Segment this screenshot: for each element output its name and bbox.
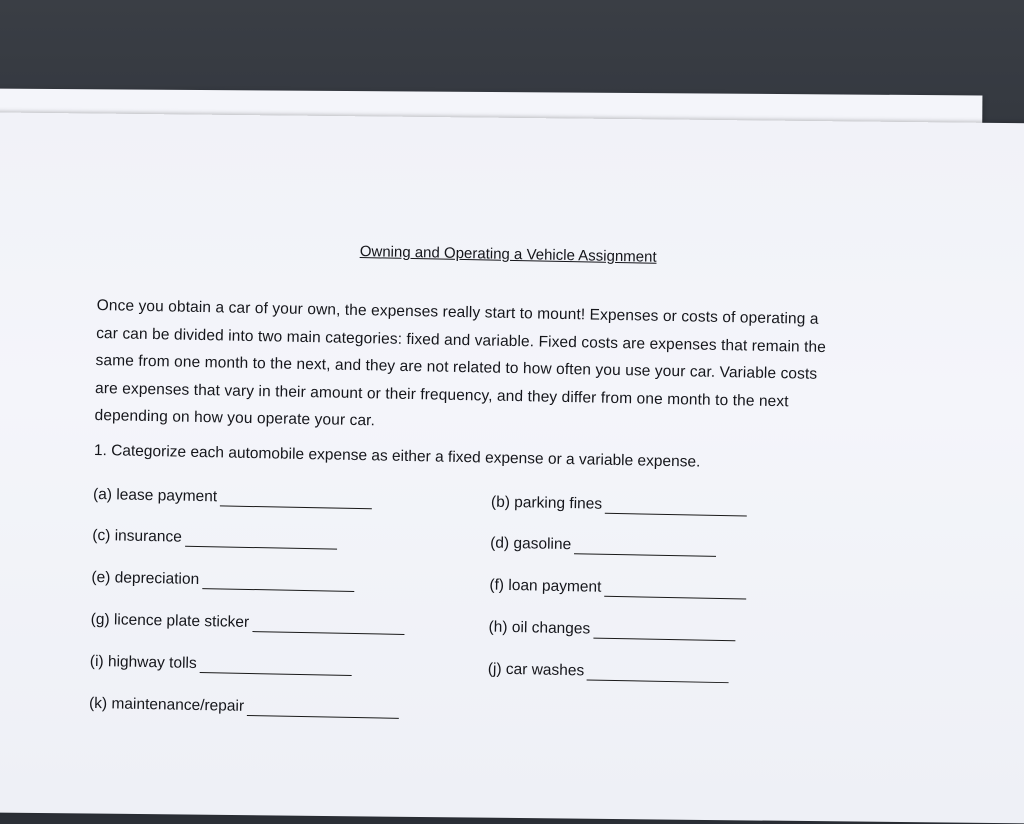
expense-label: (a) lease payment: [92, 485, 218, 506]
expense-label: (b) parking fines: [490, 493, 603, 513]
question-1: 1. Categorize each automobile expense as either a fixed expense or a variable expense.: [93, 441, 701, 471]
intro-line: Once you obtain a car of your own, the expenses really start to mount! Expenses or costs of operating a: [96, 296, 819, 328]
intro-line: car can be divided into two main categories: fixed and variable. Fixed costs are expenses that remain the: [96, 324, 827, 356]
expense-label: (j) car washes: [487, 660, 585, 680]
expense-label: (g) licence plate sticker: [90, 610, 250, 631]
answer-blank[interactable]: [604, 584, 746, 600]
expense-label: (h) oil changes: [488, 618, 591, 638]
intro-line: are expenses that vary in their amount or their frequency, and they differ from one month to the next: [94, 379, 789, 410]
intro-paragraph: [94, 292, 921, 445]
intro-line: same from one month to the next, and they are not related to how often you use your car. Variable costs: [95, 351, 818, 383]
expense-label: (d) gasoline: [490, 534, 572, 554]
expense-label: (f) loan payment: [489, 576, 602, 596]
answer-blank[interactable]: [587, 667, 729, 683]
answer-blank[interactable]: [574, 541, 716, 557]
expense-label: (e) depreciation: [91, 568, 200, 589]
expense-label: (k) maintenance/repair: [88, 694, 245, 715]
answer-blank[interactable]: [605, 501, 747, 517]
answer-blank[interactable]: [593, 626, 735, 642]
expense-label: (c) insurance: [92, 526, 183, 546]
expense-label: (i) highway tolls: [89, 652, 197, 672]
intro-line: depending on how you operate your car.: [94, 406, 376, 430]
assignment-title: Owning and Operating a Vehicle Assignment: [359, 243, 657, 266]
